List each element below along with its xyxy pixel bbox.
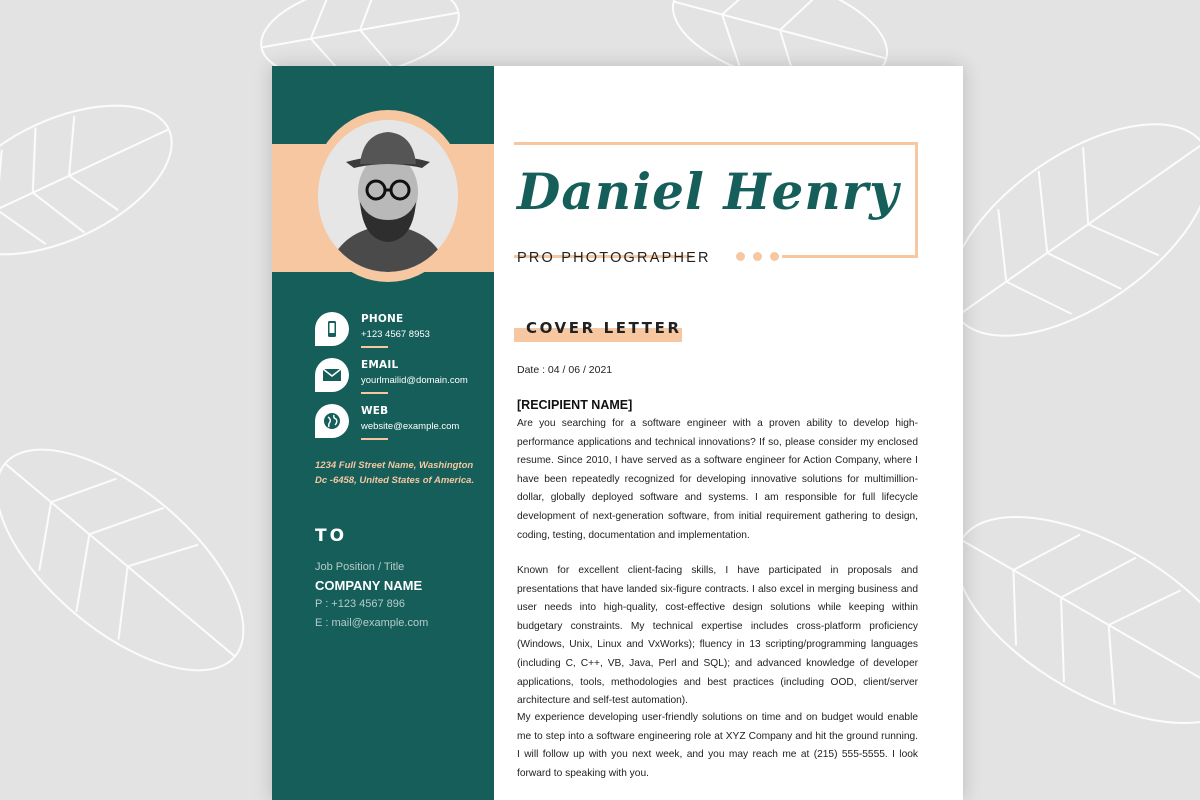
- email-divider: [361, 392, 388, 394]
- phone-value: +123 4567 8953: [361, 329, 430, 340]
- address-line-2: Dc -6458, United States of America.: [315, 475, 475, 486]
- globe-icon: [315, 404, 349, 438]
- recipient-phone: P : +123 4567 896: [315, 598, 406, 610]
- phone-icon: [315, 312, 349, 346]
- address: [315, 458, 490, 488]
- contact-phone: [315, 312, 485, 352]
- recipient-email: E : mail@example.com: [315, 617, 429, 629]
- letter-paragraph-2: Known for excellent client-facing skills, I have participated in proposals and presentations that have landed six-figure contracts. I also excel in merging business and user needs into high-quality, cost-effective design solutions while keeping within budgetary constraints. My technical expertise includes cross-platform proficiency (Windows, Unix, Linux and VxWorks); fluency in 13 scripting/programming languages (including C, C++, VB, Java, Perl and SQL); and advanced knowledge of developer applications, tools, methodologies and best practices (including OOD, client/server architecture and self-test automation).: [517, 565, 918, 707]
- cover-letter-heading: COVER LETTER: [526, 319, 682, 337]
- candidate-title: PRO PHOTOGRAPHER: [517, 250, 711, 266]
- avatar-icon: [318, 120, 458, 272]
- recipient-position: Job Position / Title: [315, 561, 405, 573]
- recipient-company: COMPANY NAME: [315, 578, 423, 593]
- email-label: EMAIL: [361, 359, 399, 371]
- email-value: yourlmailid@domain.com: [361, 375, 468, 386]
- envelope-icon: [315, 358, 349, 392]
- decor-dot: [753, 252, 762, 261]
- profile-photo: [318, 120, 458, 272]
- cover-letter-page: [272, 66, 963, 800]
- address-line-1: 1234 Full Street Name, Washington: [315, 460, 474, 471]
- letter-date: Date : 04 / 06 / 2021: [517, 364, 613, 376]
- web-value: website@example.com: [361, 421, 460, 432]
- decor-dot: [770, 252, 779, 261]
- to-heading: TO: [315, 526, 348, 546]
- letter-paragraph-1: Are you searching for a software engineer with a proven ability to develop high-performance applications and technical innovations? If so, please consider my enclosed resume. Since 2010, I have served as a software engineer for Action Company, where I have been repeatedly recognized for developing innovative solutions for multimillion-dollar, globally deployed software and systems. I am responsible for full lifecycle development of next-generation software, from initial requirement gathering to design, coding, testing, documentation and implementation.: [517, 418, 918, 541]
- phone-label: PHONE: [361, 313, 404, 325]
- decor-dot: [736, 252, 745, 261]
- letter-paragraph-3: My experience developing user-friendly solutions on time and on budget would enable me to step into a software engineering role at XYZ Company and hit the ground running. I will follow up with you next week, and you may reach me at (215) 555-5555. I look forward to speaking with you.: [517, 712, 918, 779]
- phone-divider: [361, 346, 388, 348]
- contact-email: [315, 358, 485, 398]
- web-label: WEB: [361, 405, 389, 417]
- sidebar: [272, 66, 494, 800]
- recipient-name: [RECIPIENT NAME]: [517, 398, 633, 412]
- contact-web: [315, 404, 485, 444]
- web-divider: [361, 438, 388, 440]
- candidate-name: Daniel Henry: [517, 162, 900, 221]
